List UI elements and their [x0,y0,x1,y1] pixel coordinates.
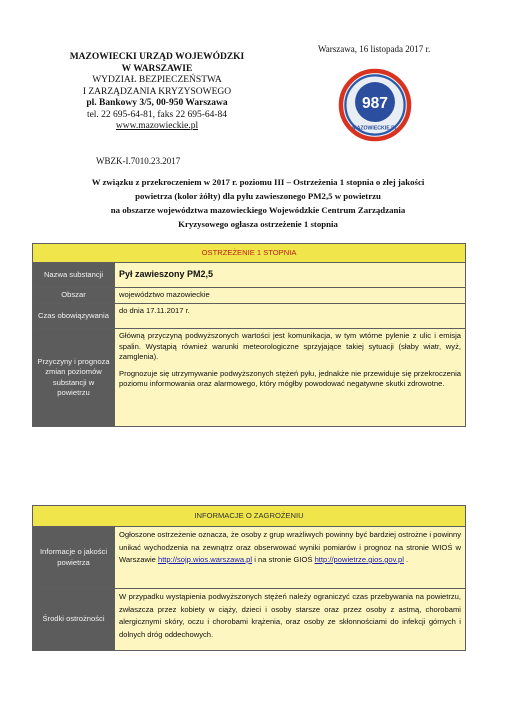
air-quality-info-cell [115,527,466,589]
office-phone: tel. 22 695-64-81, faks 22 695-64-84 [86,109,228,120]
logo-text: MAZOWIECKIE.PL [352,125,398,132]
intro-line: Kryzysowego ogłasza ostrzeżenie 1 stopnia [178,219,338,229]
gios-link[interactable]: http://powietrze.gios.gov.pl [314,555,404,564]
announcement-intro [38,175,478,231]
department-name-2: I ZARZĄDZANIA KRYZYSOWEGO [82,86,232,97]
document-signature: WBZK-I.7010.23.2017 [96,156,181,166]
area-label: Obszar [33,288,115,304]
wios-link[interactable]: http://sojp.wios.warszawa.pl [157,555,253,564]
intro-line: na obszarze województwa mazowieckiego Wojewódzkie Centrum Zarządzania [110,205,406,215]
info-text: i na stronie GIOŚ [252,555,315,564]
warning-table-header: OSTRZEŻENIE 1 STOPNIA [33,244,466,263]
area-value: województwo mazowieckie [115,288,466,304]
warning-table [32,243,466,427]
reasons-cell [115,329,466,427]
intro-line: W związku z przekroczeniem w 2017 r. poziomu III – Ostrzeżenia 1 stopnia o złej jakości [91,177,425,187]
intro-line: powietrza (kolor żółty) dla pyłu zawieszonego PM2,5 w powietrzu [135,191,381,201]
precautions-text: W przypadku wystąpienia podwyższonych stężeń należy ograniczyć czas przebywania na powietrzu, zwłaszcza przez kobiety w ciąży, dzieci i osoby starsze oraz przez osoby z astmą, chorobami alergicznymi skóry, oczu i chorobami krążenia, oraz osoby ze skłonnościami do infekcji górnych i dolnych dróg oddechowych. [115,589,466,651]
info-text: Ogłoszone ostrzeżenie oznacza, że osoby z grup wrażliwych powinny być bardziej ostrożne i powinny unikać wychodzenia na zewnątrz oraz obserwować wyniki pomiarów i prognoz na stronie WIOŚ w Warszawie [119,530,461,564]
department-name: WYDZIAŁ BEZPIECZEŃSTWA [92,75,222,85]
office-header [52,52,262,133]
logo-number: 987 [362,94,388,112]
office-city: W WARSZAWIE [121,63,193,74]
precautions-label: Środki ostrożności [33,589,115,651]
validity-value: do dnia 17.11.2017 r. [115,304,466,329]
validity-label: Czas obowiązywania [33,304,115,329]
info-text: . [403,555,409,564]
substance-label: Nazwa substancji [33,263,115,288]
office-address: pl. Bankowy 3/5, 00-950 Warszawa [86,98,228,108]
office-name: MAZOWIECKI URZĄD WOJEWÓDZKI [69,52,245,62]
reasons-label: Przyczyny i prognoza zmian poziomów substancji w powietrzu [33,329,115,427]
place-date: Warszawa, 16 listopada 2017 r. [318,44,431,54]
substance-value: Pył zawieszony PM2,5 [119,269,214,280]
forecast-paragraph: Prognozuje się utrzymywanie podwyższonych stężeń pyłu, jednakże nie przewiduje się przekroczenia poziomu informowania oraz alarmowego, który mógłby powodować negatywne skutki zdrowotne. [119,368,461,388]
office-website[interactable]: www.mazowieckie.pl [115,121,199,131]
987-logo-icon [338,68,412,142]
reasons-paragraph: Główną przyczyną podwyższonych wartości jest komunikacja, w tym wtórne pylenie z ulic i emisja spalin. Wystąpią również warunki meteorologiczne sprzyjające takiej sytuacji (słaby wiatr, wyż, zamglenia). [119,331,461,361]
hazard-info-table [32,505,466,651]
air-quality-info-label: Informacje o jakości powietrza [33,527,115,589]
hazard-info-header: INFORMACJE O ZAGROŻENIU [33,506,466,527]
